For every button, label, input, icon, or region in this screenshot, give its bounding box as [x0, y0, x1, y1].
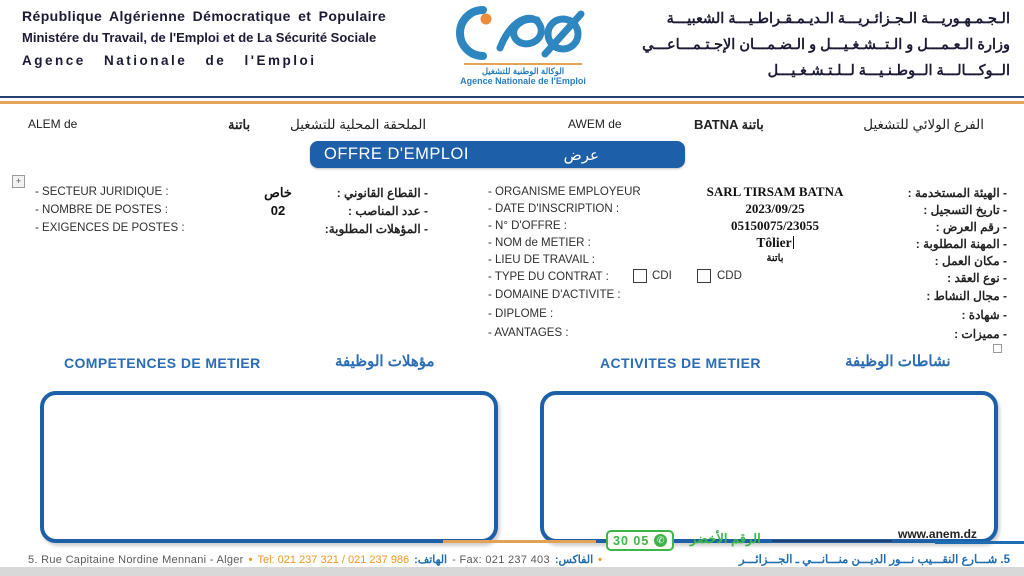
logo-divider	[464, 63, 582, 65]
field-label: - DIPLOME :	[488, 308, 554, 320]
nombre-postes-value[interactable]: 02	[270, 203, 286, 218]
field-label: - AVANTAGES :	[488, 327, 569, 339]
header-french	[22, 8, 442, 68]
field-label: - ORGANISME EMPLOYEUR	[488, 186, 641, 198]
field-label-ar: - مجال النشاط :	[926, 289, 1007, 303]
field-label: - DATE D'INSCRIPTION :	[488, 203, 620, 215]
cdd-checkbox-label: CDD	[717, 270, 742, 282]
activites-header-fr: ACTIVITES DE METIER	[600, 355, 761, 371]
field-label-ar: - القطاع القانوني :	[336, 186, 428, 200]
nom-metier-text: Tôlier	[756, 235, 792, 250]
agency-title-ar: الــوكـــالـــة الــوطـنـيـــة لــلـتـشـغـيـــل	[767, 63, 1010, 79]
numero-offre-value[interactable]: 05150075/23055	[730, 218, 820, 233]
header-arabic	[590, 6, 1010, 84]
field-label-ar: - نوع العقد :	[947, 271, 1007, 285]
alem-value[interactable]: باتنة	[228, 117, 251, 132]
field-label-ar: - شهادة :	[961, 308, 1007, 322]
footer-address-ar: 5. شـــارع النقـــيب نـــور الديـــن منـــانـــي ـ الجـــزائـــر	[738, 554, 1010, 566]
footer-address-fr: 5. Rue Capitaine Nordine Mennani - Alger	[28, 554, 244, 566]
green-number-badge	[606, 530, 674, 551]
green-number-label-ar: الرقم الأخضر	[690, 531, 761, 546]
mini-checkbox[interactable]	[993, 344, 1002, 353]
field-label-ar: - مكان العمل :	[934, 254, 1007, 268]
branch-row	[0, 117, 1024, 137]
offer-title-banner	[310, 141, 685, 168]
bottom-navy-line	[772, 540, 892, 542]
lieu-travail-value[interactable]: باتنة	[766, 253, 784, 264]
ministry-title-ar: وزارة الـعـمـــل و الـتــشـغـيـــل و الـضـمـــان الإجـتـمـــاعـــي	[642, 37, 1010, 53]
logo-caption-french: Agence Nationale de l'Emploi	[460, 76, 586, 86]
phone-icon: ✆	[654, 534, 667, 547]
footer-fax-label-ar: الفاكس:	[554, 554, 594, 566]
date-inscription-value[interactable]: 2023/09/25	[745, 201, 805, 216]
awem-value[interactable]: BATNA باتنة	[694, 117, 764, 132]
awem-title-arabic: الفرع الولائي للتشغيل	[863, 117, 984, 132]
field-label-ar: - المؤهلات المطلوبة:	[324, 222, 428, 236]
cdi-checkbox-label: CDI	[652, 270, 672, 282]
field-label: - EXIGENCES DE POSTES :	[35, 222, 185, 234]
website-link[interactable]: www.anem.dz	[898, 527, 977, 541]
header-rule-navy	[0, 96, 1024, 98]
text-cursor	[793, 236, 794, 249]
footer-tel-label-ar: الهاتف:	[414, 554, 448, 566]
ministry-title-fr: Ministére du Travail, de l'Emploi et de La Sécurité Sociale	[22, 30, 377, 45]
anem-logo	[448, 4, 598, 96]
expand-icon[interactable]: +	[12, 175, 25, 188]
competences-header-ar: مؤهلات الوظيفة	[335, 353, 435, 370]
cdd-checkbox[interactable]	[697, 269, 711, 283]
activites-textarea[interactable]	[540, 391, 998, 543]
field-label: - NOMBRE DE POSTES :	[35, 204, 168, 216]
green-number: 30 05	[613, 533, 650, 548]
alem-label: ALEM de	[28, 117, 78, 131]
field-label: - LIEU DE TRAVAIL :	[488, 254, 595, 266]
footer	[28, 552, 1010, 566]
organisme-employeur-value[interactable]: SARL TIRSAM BATNA	[706, 184, 844, 199]
secteur-juridique-value[interactable]: خاص	[264, 185, 292, 200]
field-label-ar: - رقم العرض :	[935, 220, 1007, 234]
field-label-ar: - المهنة المطلوبة :	[915, 237, 1007, 251]
republic-title-ar: الـجـمـهـوريـــة الـجـزائـريـــة الـديـمـقـراطـيـــة الشعبيـــة	[666, 11, 1010, 27]
footer-tel: Tel: 021 237 321 / 021 237 986	[257, 554, 410, 566]
republic-title-fr: République Algérienne Démocratique et Populaire	[22, 8, 387, 24]
field-label-ar: - الهيئة المستخدمة :	[907, 186, 1007, 200]
competences-header-fr: COMPETENCES DE METIER	[64, 355, 261, 371]
cdi-checkbox[interactable]	[633, 269, 647, 283]
footer-fax: - Fax: 021 237 403	[452, 554, 550, 566]
bottom-blue-line	[935, 541, 1024, 544]
field-label: - N° D'OFFRE :	[488, 220, 567, 232]
header-rule-orange	[0, 101, 1024, 104]
offer-title-arabic: عرض	[563, 146, 599, 164]
field-label-ar: - مميزات :	[954, 327, 1007, 341]
footer-dot: •	[248, 554, 253, 566]
awem-label: AWEM de	[568, 117, 622, 131]
bottom-orange-line	[443, 540, 596, 543]
nom-metier-value[interactable]	[660, 235, 890, 251]
field-label: - TYPE DU CONTRAT :	[488, 271, 609, 283]
competences-textarea[interactable]	[40, 391, 498, 543]
agency-title-fr: Agence Nationale de l'Emploi	[22, 53, 317, 68]
logo-caption-arabic: الوكالة الوطنية للتشغيل	[481, 66, 565, 76]
field-label: - NOM de METIER :	[488, 237, 591, 249]
offer-title-french: OFFRE D'EMPLOI	[324, 145, 469, 163]
activites-header-ar: نشاطات الوظيفة	[845, 353, 951, 370]
alem-title-arabic: الملحقة المحلية للتشغيل	[290, 117, 427, 132]
field-label: - SECTEUR JURIDIQUE :	[35, 186, 169, 198]
field-label-ar: - تاريخ التسجيل :	[923, 203, 1007, 217]
field-label: - DOMAINE D'ACTIVITE :	[488, 289, 621, 301]
footer-dot2: •	[598, 554, 602, 566]
field-label-ar: - عدد المناصب :	[348, 204, 428, 218]
anem-logo-icon	[453, 4, 593, 62]
window-bottom-strip	[0, 567, 1024, 576]
